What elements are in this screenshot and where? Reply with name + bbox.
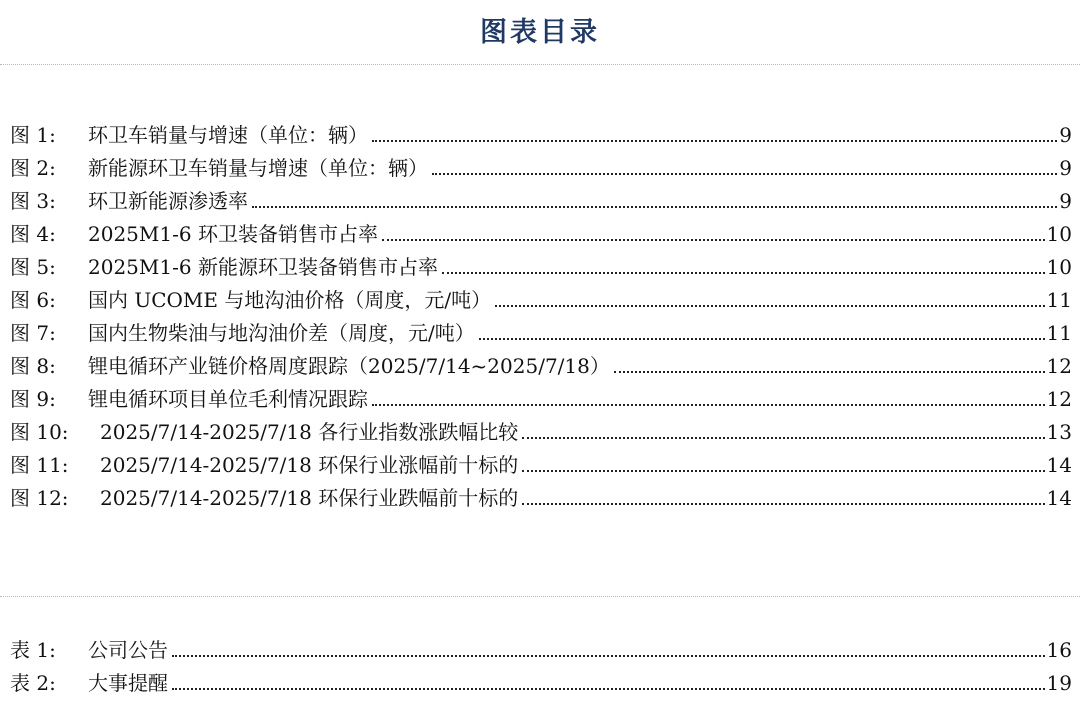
figure-entry-4[interactable]: [0, 214, 1072, 246]
dot-leader: [172, 655, 1045, 657]
entry-number: 图 5:: [10, 255, 56, 279]
entry-label: 国内 UCOME 与地沟油价格（周度，元/吨）: [88, 288, 492, 312]
entry-number: 图 10:: [10, 420, 69, 444]
toc-title: 图表目录: [480, 17, 600, 48]
figure-entry-3[interactable]: [0, 181, 1072, 213]
entry-label: 锂电循环产业链价格周度跟踪（2025/7/14~2025/7/18）: [88, 354, 610, 378]
entry-label: 大事提醒: [88, 671, 168, 695]
entry-page: 9: [1059, 189, 1072, 213]
entry-label: 环卫车销量与增速（单位：辆）: [88, 123, 368, 147]
entry-number: 图 8:: [10, 354, 56, 378]
entry-page: 11: [1046, 288, 1072, 312]
table-entry-1[interactable]: [0, 630, 1072, 662]
entry-number: 图 12:: [10, 486, 69, 510]
entry-label: 2025M1-6 新能源环卫装备销售市占率: [88, 255, 438, 279]
entry-page: 9: [1059, 123, 1072, 147]
entry-page: 10: [1046, 255, 1072, 279]
dot-leader: [522, 503, 1044, 505]
entry-number: 图 3:: [10, 189, 56, 213]
entry-number: 表 2:: [10, 671, 56, 695]
dot-leader: [172, 688, 1045, 690]
dot-leader: [372, 404, 1045, 406]
entry-label: 2025/7/14-2025/7/18 各行业指数涨跌幅比较: [100, 420, 519, 444]
dot-leader: [372, 140, 1057, 142]
figure-entry-1[interactable]: [0, 115, 1072, 147]
divider: [0, 64, 1080, 65]
dot-leader: [479, 338, 1045, 340]
dot-leader: [432, 173, 1057, 175]
figure-entry-12[interactable]: [0, 478, 1072, 510]
dot-leader: [614, 371, 1045, 373]
figure-entry-5[interactable]: [0, 247, 1072, 279]
entry-label: 2025M1-6 环卫装备销售市占率: [88, 222, 378, 246]
entry-page: 13: [1046, 420, 1072, 444]
entry-number: 图 2:: [10, 156, 56, 180]
entry-page: 19: [1046, 671, 1072, 695]
entry-label: 2025/7/14-2025/7/18 环保行业跌幅前十标的: [100, 486, 519, 510]
dot-leader: [495, 305, 1044, 307]
entry-number: 图 7:: [10, 321, 56, 345]
entry-label: 国内生物柴油与地沟油价差（周度，元/吨）: [88, 321, 475, 345]
entry-label: 新能源环卫车销量与增速（单位：辆）: [88, 156, 428, 180]
entry-page: 10: [1046, 222, 1072, 246]
figure-entry-6[interactable]: [0, 280, 1072, 312]
entry-number: 图 6:: [10, 288, 56, 312]
figure-entry-2[interactable]: [0, 148, 1072, 180]
entry-page: 9: [1059, 156, 1072, 180]
dot-leader: [442, 272, 1045, 274]
entry-number: 图 9:: [10, 387, 56, 411]
entry-label: 2025/7/14-2025/7/18 环保行业涨幅前十标的: [100, 453, 519, 477]
entry-label: 环卫新能源渗透率: [88, 189, 248, 213]
figure-entry-11[interactable]: [0, 445, 1072, 477]
entry-page: 16: [1046, 638, 1072, 662]
entry-page: 14: [1046, 453, 1072, 477]
entry-page: 14: [1046, 486, 1072, 510]
figure-entry-10[interactable]: [0, 412, 1072, 444]
entry-label: 公司公告: [88, 638, 168, 662]
figure-entry-9[interactable]: [0, 379, 1072, 411]
figure-entry-7[interactable]: [0, 313, 1072, 345]
divider: [0, 596, 1080, 597]
dot-leader: [382, 239, 1045, 241]
dot-leader: [522, 437, 1044, 439]
table-entry-2[interactable]: [0, 663, 1072, 695]
entry-number: 图 4:: [10, 222, 56, 246]
figure-entry-8[interactable]: [0, 346, 1072, 378]
dot-leader: [522, 470, 1044, 472]
dot-leader: [252, 206, 1057, 208]
entry-number: 表 1:: [10, 638, 56, 662]
entry-number: 图 11:: [10, 453, 69, 477]
entry-page: 11: [1046, 321, 1072, 345]
entry-page: 12: [1046, 387, 1072, 411]
entry-number: 图 1:: [10, 123, 56, 147]
entry-label: 锂电循环项目单位毛利情况跟踪: [88, 387, 368, 411]
entry-page: 12: [1046, 354, 1072, 378]
